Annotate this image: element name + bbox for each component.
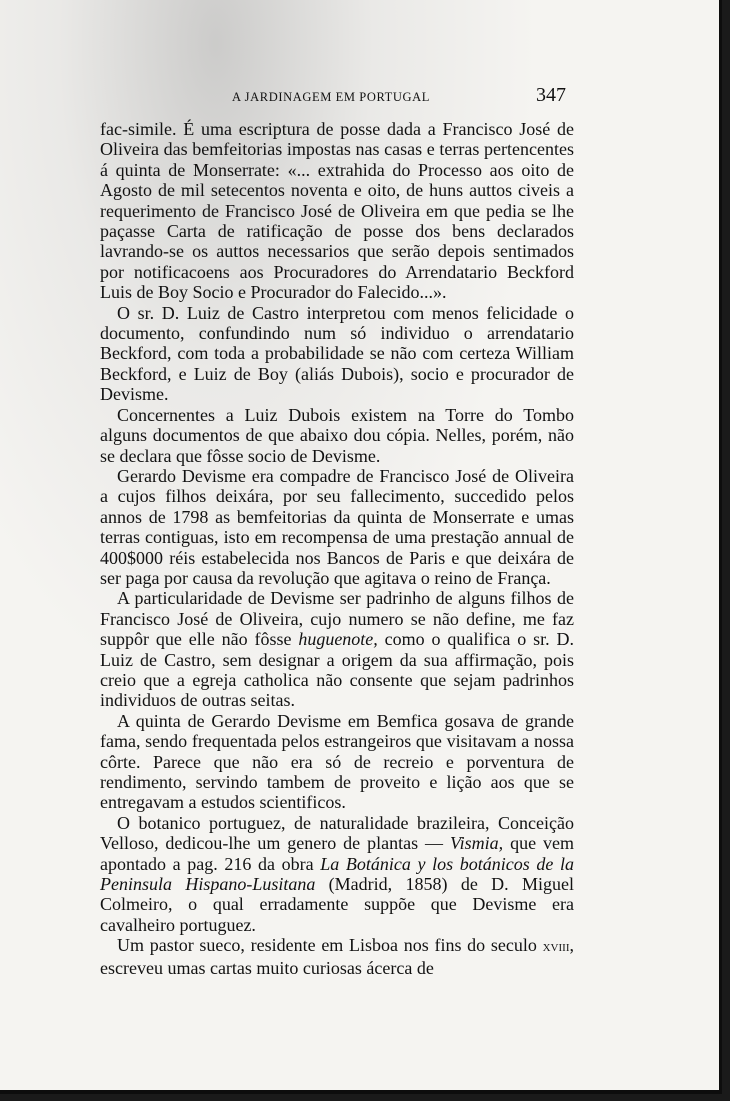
paragraph-5-italic: huguenote, — [298, 629, 378, 650]
paragraph-7-italic-genus: Vismia, — [449, 833, 504, 854]
running-title: A JARDINAGEM EM PORTUGAL — [232, 90, 431, 104]
paragraph-8-text-a: Um pastor sueco, residente em Lisboa nos fins do seculo — [117, 935, 543, 956]
paragraph-6: A quinta de Gerardo Devisme em Bemfica gosava de grande fama, sendo frequentada pelos estrangeiros que visitavam a nossa côrte. Parece que não era só de recreio e porventura de rendimento, servindo tambem de proveito e lição aos que se entregavam a estudos scientificos. — [100, 710, 574, 813]
running-head — [0, 86, 719, 110]
paragraph-7 — [100, 813, 574, 935]
text-body — [100, 119, 574, 978]
paragraph-4: Gerardo Devisme era compadre de Francisco José de Oliveira a cujos filhos deixára, por seu fallecimento, succedido pelos annos de 1798 as bemfeitorias da quinta de Monserrate e umas terras contiguas, isto em recompensa de uma prestação annual de 400$000 réis estabelecida nos Bancos de Paris e que deixára de ser paga por causa da revolução que agitava o reino de França. — [100, 465, 574, 588]
paragraph-5-text-b: como o qualifica o sr. D. Luiz de Castro, sem designar a origem da sua affirmação, pois creio que a egreja catholica não consente que sejam padrinhos individuos de outras seitas. — [100, 629, 574, 711]
page-number: 347 — [536, 84, 566, 106]
paragraph-8-text-b: , escreveu umas cartas muito curiosas ácerca de — [100, 935, 574, 978]
paragraph-7-text-b: que vem apontado a pag. 216 da obra — [100, 833, 574, 874]
paragraph-7-text-a: O botanico portuguez, de naturalidade brazileira, Conceição Velloso, dedicou-lhe um genero de plantas — — [100, 812, 574, 854]
paragraph-5 — [100, 588, 574, 710]
paragraph-1: fac-simile. É uma escriptura de posse dada a Francisco José de Oliveira das bemfeitorias impostas nas casas e terras pertencentes á quinta de Monserrate: «... extrahida do Processo aos oito de Agosto de mil setecentos noventa e oito, de huns auttos civeis a requerimento de Francisco José de Oliveira em que pedia se lhe paçasse Carta de ratificação de posse dos bens declarados lavrando-se os auttos necessarios que serão depois sentimados por notificacoens aos Procuradores do Arrendatario Beckford Luis de Boy Socio e Procurador do Falecido...». — [100, 119, 574, 303]
paragraph-2: O sr. D. Luiz de Castro interpretou com menos felicidade o documento, confundindo num só individuo o arrendatario Beckford, com toda a probabilidade se não com certeza William Beckford, e Luiz de Boy (aliás Dubois), socio e procurador de Devisme. — [100, 302, 574, 405]
paragraph-3: Concernentes a Luiz Dubois existem na Torre do Tombo alguns documentos de que abaixo dou cópia. Nelles, porém, não se declara que fôsse socio de Devisme. — [100, 404, 574, 466]
paragraph-5-text-a: A particularidade de Devisme ser padrinho de alguns filhos de Francisco José de Oliveira, cujo numero se não define, me faz suppôr que elle não fôsse — [100, 588, 574, 650]
paragraph-7-italic-book-title: La Botánica y los botánicos de la Peninsula Hispano-Lusitana — [100, 853, 575, 895]
paragraph-8-century: xviii — [542, 939, 570, 956]
paragraph-7-text-c: (Madrid, 1858) de D. Miguel Colmeiro, o qual erradamente suppõe que Devisme era cavalheiro portuguez. — [100, 874, 574, 935]
paragraph-8 — [100, 935, 574, 978]
